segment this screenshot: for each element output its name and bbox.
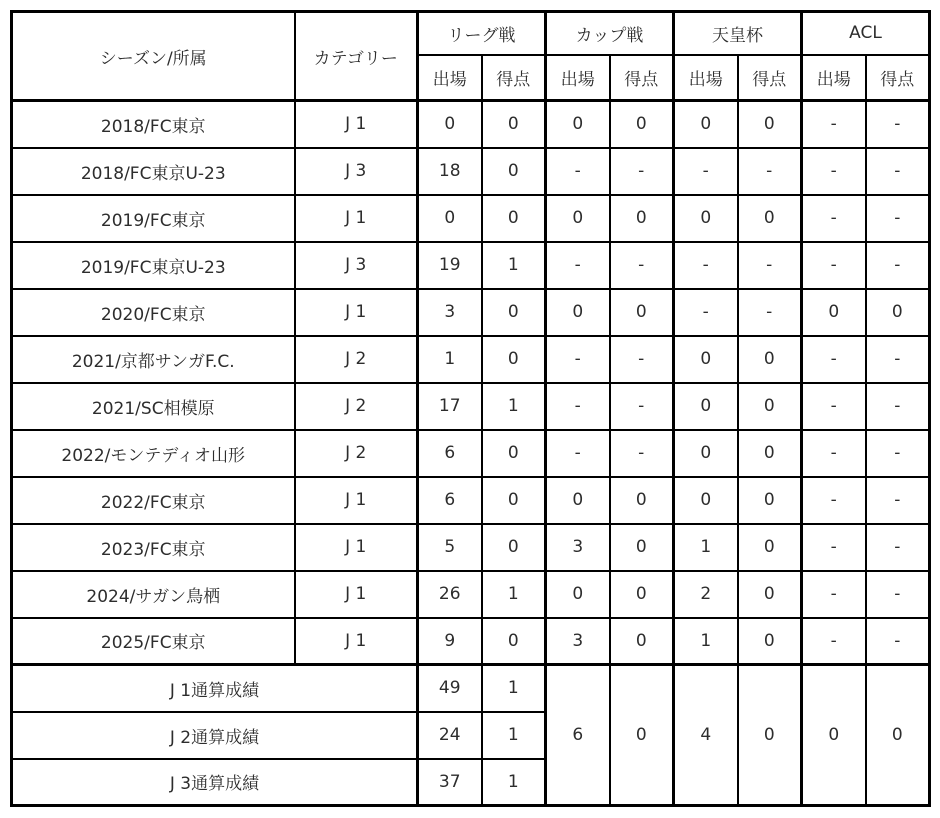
header-group-acl: ACL — [802, 12, 930, 55]
category-cell: J 1 — [295, 618, 418, 665]
stat-cell: - — [546, 148, 610, 195]
stat-cell: 0 — [610, 289, 674, 336]
stat-cell: - — [866, 242, 930, 289]
stat-cell: 26 — [418, 571, 482, 618]
stat-cell: - — [674, 242, 738, 289]
category-cell: J 1 — [295, 101, 418, 148]
header-emperors-goals: 得点 — [738, 55, 802, 101]
stat-cell: 0 — [610, 571, 674, 618]
stat-cell: - — [802, 618, 866, 665]
category-cell: J 3 — [295, 242, 418, 289]
stat-cell: - — [738, 242, 802, 289]
table-row — [12, 383, 930, 430]
stat-cell: - — [866, 477, 930, 524]
stat-cell: 3 — [546, 524, 610, 571]
stat-cell: 0 — [610, 101, 674, 148]
total-league-stat-cell: 1 — [482, 712, 546, 759]
category-cell: J 1 — [295, 477, 418, 524]
season-cell: 2018/FC東京 — [12, 101, 295, 148]
header-league-apps: 出場 — [418, 55, 482, 101]
table-row — [12, 571, 930, 618]
stat-cell: 6 — [418, 430, 482, 477]
stat-cell: - — [546, 336, 610, 383]
stat-cell: - — [802, 524, 866, 571]
header-group-league: リーグ戦 — [418, 12, 546, 55]
stat-cell: 1 — [418, 336, 482, 383]
stat-cell: 0 — [738, 383, 802, 430]
table-row — [12, 336, 930, 383]
total-row — [12, 665, 930, 712]
total-league-stat-cell: 1 — [482, 759, 546, 806]
stat-cell: - — [802, 195, 866, 242]
stat-cell: 0 — [674, 195, 738, 242]
total-label-cell: J 2通算成績 — [12, 712, 418, 759]
stat-cell: - — [802, 477, 866, 524]
category-cell: J 2 — [295, 336, 418, 383]
header-season-club: シーズン/所属 — [12, 12, 295, 101]
total-merged-stat-cell: 6 — [546, 665, 610, 806]
season-cell: 2022/FC東京 — [12, 477, 295, 524]
stat-cell: 0 — [674, 383, 738, 430]
season-cell: 2018/FC東京U-23 — [12, 148, 295, 195]
total-merged-stat-cell: 0 — [802, 665, 866, 806]
stat-cell: 0 — [674, 101, 738, 148]
table-row — [12, 148, 930, 195]
stat-cell: 0 — [482, 430, 546, 477]
stat-cell: 0 — [610, 195, 674, 242]
category-cell: J 1 — [295, 571, 418, 618]
category-cell: J 2 — [295, 383, 418, 430]
stat-cell: 1 — [482, 571, 546, 618]
stat-cell: 0 — [674, 477, 738, 524]
stat-cell: - — [546, 383, 610, 430]
stat-cell: 0 — [482, 477, 546, 524]
stat-cell: - — [866, 571, 930, 618]
header-league-goals: 得点 — [482, 55, 546, 101]
stat-cell: 2 — [674, 571, 738, 618]
stat-cell: - — [866, 618, 930, 665]
stat-cell: 19 — [418, 242, 482, 289]
stat-cell: - — [802, 571, 866, 618]
season-cell: 2019/FC東京 — [12, 195, 295, 242]
header-acl-goals: 得点 — [866, 55, 930, 101]
stat-cell: 1 — [482, 383, 546, 430]
stat-cell: 9 — [418, 618, 482, 665]
stat-cell: - — [866, 524, 930, 571]
stat-cell: 0 — [738, 477, 802, 524]
stat-cell: - — [802, 242, 866, 289]
stat-cell: - — [802, 430, 866, 477]
stat-cell: 0 — [546, 571, 610, 618]
stat-cell: 0 — [482, 101, 546, 148]
stat-cell: 0 — [482, 524, 546, 571]
total-league-stat-cell: 37 — [418, 759, 482, 806]
stat-cell: - — [610, 383, 674, 430]
stat-cell: 1 — [674, 524, 738, 571]
stat-cell: 0 — [866, 289, 930, 336]
total-merged-stat-cell: 0 — [610, 665, 674, 806]
stat-cell: - — [802, 383, 866, 430]
header-group-cup: カップ戦 — [546, 12, 674, 55]
stat-cell: 3 — [418, 289, 482, 336]
stat-cell: - — [866, 430, 930, 477]
table-row — [12, 430, 930, 477]
stat-cell: - — [546, 242, 610, 289]
stat-cell: 17 — [418, 383, 482, 430]
stat-cell: 0 — [738, 101, 802, 148]
stat-cell: 0 — [546, 289, 610, 336]
stat-cell: 0 — [610, 618, 674, 665]
stat-cell: 0 — [738, 336, 802, 383]
stat-cell: 0 — [546, 477, 610, 524]
stat-cell: 0 — [738, 430, 802, 477]
stat-cell: - — [738, 148, 802, 195]
stat-cell: 0 — [546, 195, 610, 242]
stat-cell: 0 — [674, 430, 738, 477]
stat-cell: - — [674, 289, 738, 336]
stat-cell: - — [866, 148, 930, 195]
career-stats-table — [10, 10, 931, 807]
stat-cell: 0 — [738, 524, 802, 571]
stat-cell: 0 — [418, 195, 482, 242]
season-cell: 2019/FC東京U-23 — [12, 242, 295, 289]
table-row — [12, 101, 930, 148]
table-row — [12, 477, 930, 524]
table-header — [12, 12, 930, 101]
header-group-emperors-cup: 天皇杯 — [674, 12, 802, 55]
table-row — [12, 618, 930, 665]
stat-cell: 0 — [482, 289, 546, 336]
stat-cell: - — [610, 430, 674, 477]
header-acl-apps: 出場 — [802, 55, 866, 101]
stat-cell: 1 — [482, 242, 546, 289]
table-row — [12, 195, 930, 242]
season-cell: 2023/FC東京 — [12, 524, 295, 571]
stat-cell: - — [738, 289, 802, 336]
season-cell: 2025/FC東京 — [12, 618, 295, 665]
header-emperors-apps: 出場 — [674, 55, 738, 101]
stat-cell: - — [866, 383, 930, 430]
stat-cell: 3 — [546, 618, 610, 665]
stat-cell: 0 — [738, 195, 802, 242]
season-cell: 2020/FC東京 — [12, 289, 295, 336]
stat-cell: 0 — [738, 571, 802, 618]
total-league-stat-cell: 24 — [418, 712, 482, 759]
stat-cell: 0 — [546, 101, 610, 148]
stat-cell: 0 — [482, 336, 546, 383]
stat-cell: 0 — [674, 336, 738, 383]
stat-cell: - — [866, 336, 930, 383]
season-cell: 2021/SC相模原 — [12, 383, 295, 430]
stat-cell: - — [674, 148, 738, 195]
category-cell: J 2 — [295, 430, 418, 477]
stat-cell: 0 — [482, 195, 546, 242]
stat-cell: 0 — [738, 618, 802, 665]
stat-cell: 5 — [418, 524, 482, 571]
category-cell: J 1 — [295, 195, 418, 242]
table-row — [12, 289, 930, 336]
category-cell: J 3 — [295, 148, 418, 195]
stat-cell: - — [610, 336, 674, 383]
header-category: カテゴリー — [295, 12, 418, 101]
total-label-cell: J 1通算成績 — [12, 665, 418, 712]
season-cell: 2024/サガン鳥栖 — [12, 571, 295, 618]
stat-cell: 18 — [418, 148, 482, 195]
total-merged-stat-cell: 4 — [674, 665, 738, 806]
stat-cell: 1 — [674, 618, 738, 665]
stat-cell: - — [802, 336, 866, 383]
season-cell: 2022/モンテディオ山形 — [12, 430, 295, 477]
table-row — [12, 242, 930, 289]
stat-cell: 6 — [418, 477, 482, 524]
totals-body — [12, 665, 930, 806]
header-cup-apps: 出場 — [546, 55, 610, 101]
stat-cell: 0 — [482, 618, 546, 665]
total-merged-stat-cell: 0 — [738, 665, 802, 806]
stat-cell: 0 — [482, 148, 546, 195]
category-cell: J 1 — [295, 524, 418, 571]
stat-cell: - — [866, 195, 930, 242]
stat-cell: - — [546, 430, 610, 477]
header-cup-goals: 得点 — [610, 55, 674, 101]
stat-cell: - — [802, 148, 866, 195]
stat-cell: - — [802, 101, 866, 148]
table-row — [12, 524, 930, 571]
stat-cell: - — [610, 242, 674, 289]
stat-cell: - — [866, 101, 930, 148]
stat-cell: 0 — [610, 524, 674, 571]
total-league-stat-cell: 49 — [418, 665, 482, 712]
total-label-cell: J 3通算成績 — [12, 759, 418, 806]
stat-cell: 0 — [610, 477, 674, 524]
season-cell: 2021/京都サンガF.C. — [12, 336, 295, 383]
stat-cell: 0 — [418, 101, 482, 148]
header-group-row — [12, 12, 930, 55]
stat-cell: - — [610, 148, 674, 195]
category-cell: J 1 — [295, 289, 418, 336]
stat-cell: 0 — [802, 289, 866, 336]
total-league-stat-cell: 1 — [482, 665, 546, 712]
stats-body — [12, 101, 930, 665]
total-merged-stat-cell: 0 — [866, 665, 930, 806]
